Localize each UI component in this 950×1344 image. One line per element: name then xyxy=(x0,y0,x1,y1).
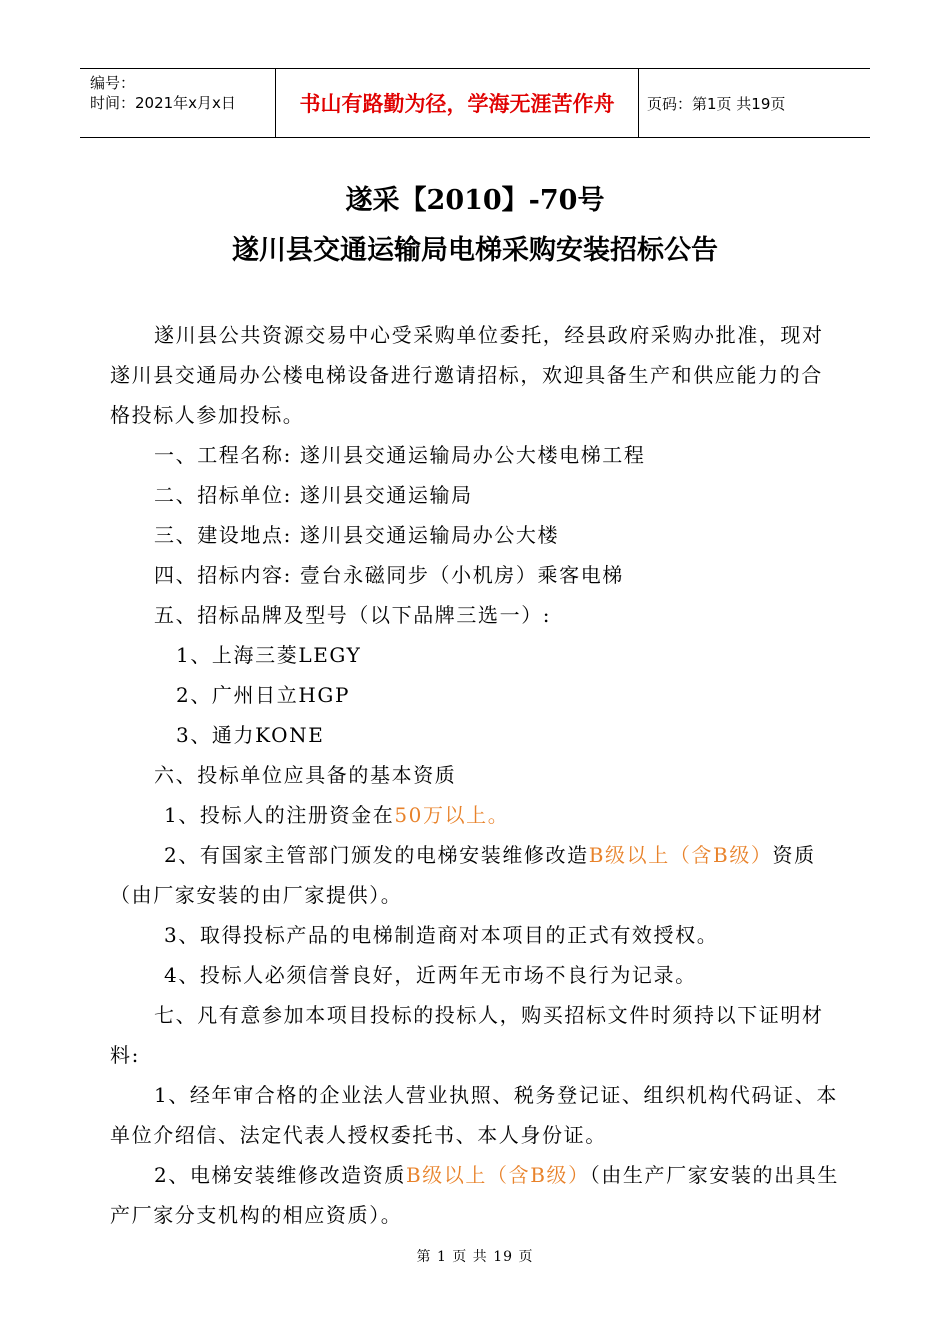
qualification-text: 2、有国家主管部门颁发的电梯安装维修改造 xyxy=(164,843,589,867)
qualification-text: 资质（由厂家安装的由厂家提供）。 xyxy=(110,843,816,907)
item-location: 三、建设地点: 遂川县交通运输局办公大楼 xyxy=(154,523,560,547)
intro-paragraph: 遂川县公共资源交易中心受采购单位委托，经县政府采购办批准，现对遂川县交通局办公楼电梯设备进行邀请招标，欢迎具备生产和供应能力的合格投标人参加投标。 xyxy=(110,323,824,427)
qualification-1 xyxy=(110,795,840,835)
header-page-label: 页码：第1页 共19页 xyxy=(647,94,786,113)
page-footer: 第 1 页 共 19 页 xyxy=(416,1249,534,1265)
document-body xyxy=(110,315,840,1235)
document-title: 遂川县交通运输局电梯采购安装招标公告 xyxy=(232,235,718,266)
material-text: 2、电梯安装维修改造资质 xyxy=(154,1163,406,1187)
brand-item: 1、上海三菱LEGY xyxy=(176,643,362,667)
qualification-3: 3、取得投标产品的电梯制造商对本项目的正式有效授权。 xyxy=(164,923,719,947)
qualification-text: 1、投标人的注册资金在 xyxy=(164,803,395,827)
page-header xyxy=(80,68,870,138)
number-label: 编号： xyxy=(90,74,136,92)
document-number: 遂采【2010】-70号 xyxy=(345,185,605,216)
item-brands: 五、招标品牌及型号（以下品牌三选一）: xyxy=(154,603,552,627)
material-2 xyxy=(110,1155,840,1235)
item-qualifications: 六、投标单位应具备的基本资质 xyxy=(154,763,457,787)
header-meta xyxy=(80,69,276,137)
item-project-name: 一、工程名称: 遂川县交通运输局办公大楼电梯工程 xyxy=(154,443,646,467)
brand-item: 2、广州日立HGP xyxy=(176,683,350,707)
item-content: 四、招标内容: 壹台永磁同步（小机房）乘客电梯 xyxy=(154,563,624,587)
highlight-text: B级以上（含B级） xyxy=(588,843,773,867)
time-label: 时间：2021年x月x日 xyxy=(90,94,236,112)
item-materials: 七、凡有意参加本项目投标的投标人，购买招标文件时须持以下证明材料: xyxy=(110,1003,824,1067)
highlight-text: 50万以上。 xyxy=(394,803,510,827)
header-motto: 书山有路勤为径，学海无涯苦作舟 xyxy=(276,69,639,137)
material-text: （由生产厂家安装的出具生产厂家分支机构的相应资质）。 xyxy=(110,1163,839,1227)
item-tender-unit: 二、招标单位: 遂川县交通运输局 xyxy=(154,483,473,507)
brand-item: 3、通力KONE xyxy=(176,723,325,747)
highlight-text: B级以上（含B级） xyxy=(405,1163,590,1187)
material-1: 1、经年审合格的企业法人营业执照、税务登记证、组织机构代码证、本单位介绍信、法定代表人授权委托书、本人身份证。 xyxy=(110,1083,838,1147)
qualification-2 xyxy=(110,835,840,915)
qualification-4: 4、投标人必须信誉良好，近两年无市场不良行为记录。 xyxy=(164,963,697,987)
